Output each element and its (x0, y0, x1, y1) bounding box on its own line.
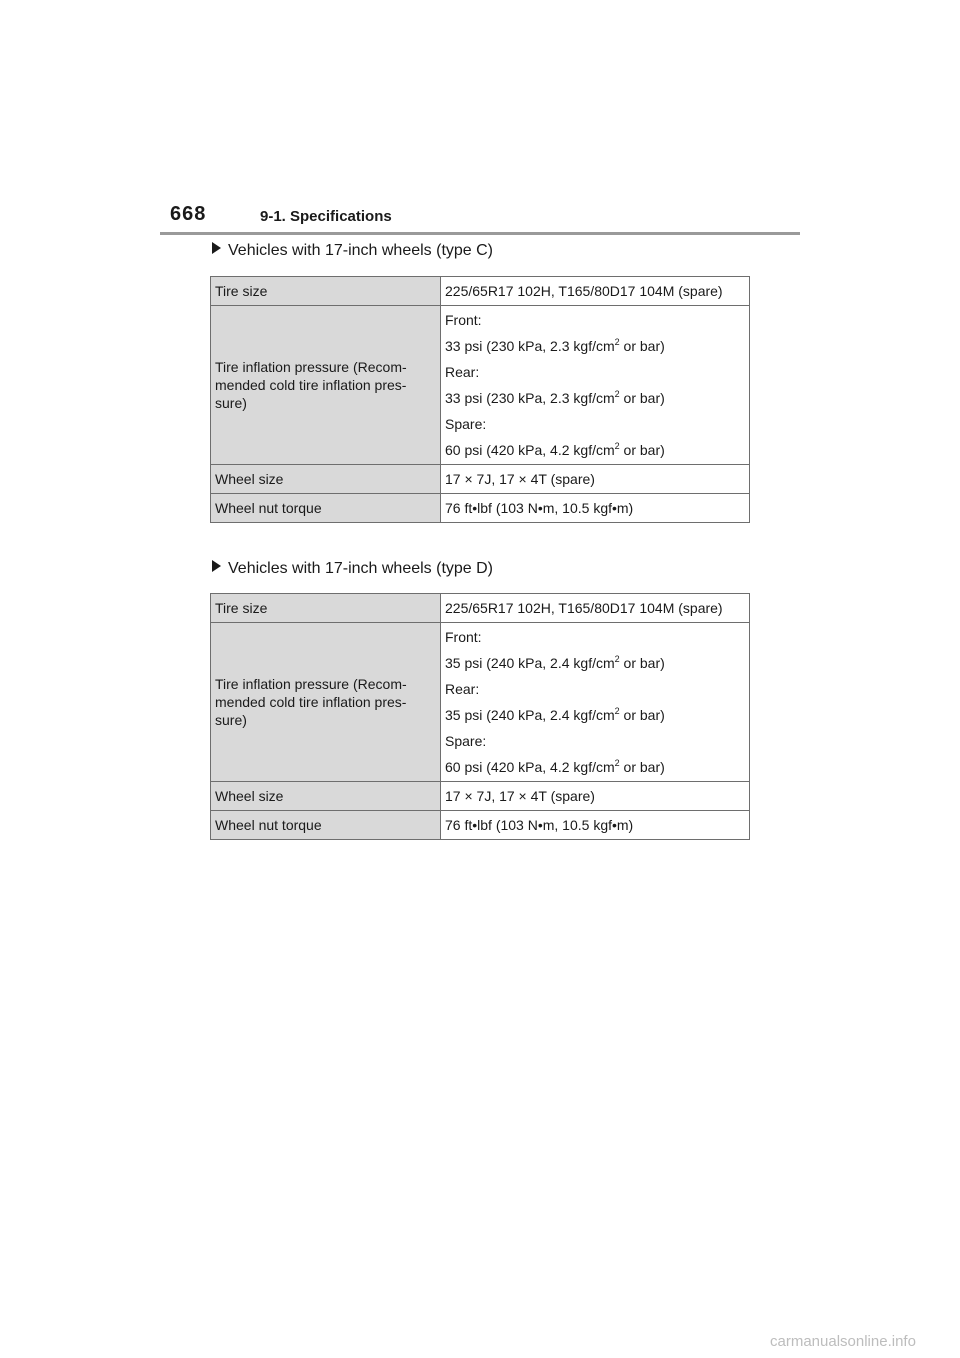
nut-torque-label: Wheel nut torque (211, 811, 441, 840)
tire-size-label: Tire size (211, 594, 441, 623)
triangle-bullet-icon (212, 560, 221, 572)
table-row (211, 623, 750, 782)
spec-table-type-d (210, 593, 750, 840)
wheel-size-value: 17 × 7J, 17 × 4T (spare) (441, 782, 750, 811)
table-row (211, 782, 750, 811)
nut-torque-value: 76 ft•lbf (103 N•m, 10.5 kgf•m) (441, 494, 750, 523)
tire-size-label: Tire size (211, 277, 441, 306)
table-row (211, 594, 750, 623)
pressure-value: Front: 33 psi (230 kPa, 2.3 kgf/$cm^2$ or bar) Rear: 33 psi (230 kPa, 2.3 kgf/$cm^2$ or bar) Spare: 60 psi (420 kPa, 4.2 kgf/$cm^2$ or bar) (441, 306, 750, 465)
spec-table-type-c (210, 276, 750, 523)
pressure-label: Tire inflation pressure (Recom-mended cold tire inflation pres-sure) (211, 623, 441, 782)
wheel-size-value: 17 × 7J, 17 × 4T (spare) (441, 465, 750, 494)
table-row (211, 277, 750, 306)
page-number: 668 (170, 203, 207, 225)
header-rule (160, 232, 800, 235)
tire-size-value: 225/65R17 102H, T165/80D17 104M (spare) (441, 277, 750, 306)
page-header (170, 203, 800, 233)
nut-torque-value: 76 ft•lbf (103 N•m, 10.5 kgf•m) (441, 811, 750, 840)
section-title: 9-1. Specifications (260, 208, 392, 225)
nut-torque-label: Wheel nut torque (211, 494, 441, 523)
subheading-type-d: Vehicles with 17-inch wheels (type D) (212, 560, 493, 578)
table-row (211, 306, 750, 465)
wheel-size-label: Wheel size (211, 782, 441, 811)
pressure-label: Tire inflation pressure (Recom-mended cold tire inflation pres-sure) (211, 306, 441, 465)
tire-size-value: 225/65R17 102H, T165/80D17 104M (spare) (441, 594, 750, 623)
watermark: carmanualsonline.info (770, 1333, 916, 1350)
pressure-value: Front: 35 psi (240 kPa, 2.4 kgf/$cm^2$ or bar) Rear: 35 psi (240 kPa, 2.4 kgf/$cm^2$ or bar) Spare: 60 psi (420 kPa, 4.2 kgf/$cm^2$ or bar) (441, 623, 750, 782)
table-row (211, 465, 750, 494)
table-row (211, 494, 750, 523)
table-row (211, 811, 750, 840)
wheel-size-label: Wheel size (211, 465, 441, 494)
subheading-type-c: Vehicles with 17-inch wheels (type C) (212, 242, 493, 260)
triangle-bullet-icon (212, 242, 221, 254)
